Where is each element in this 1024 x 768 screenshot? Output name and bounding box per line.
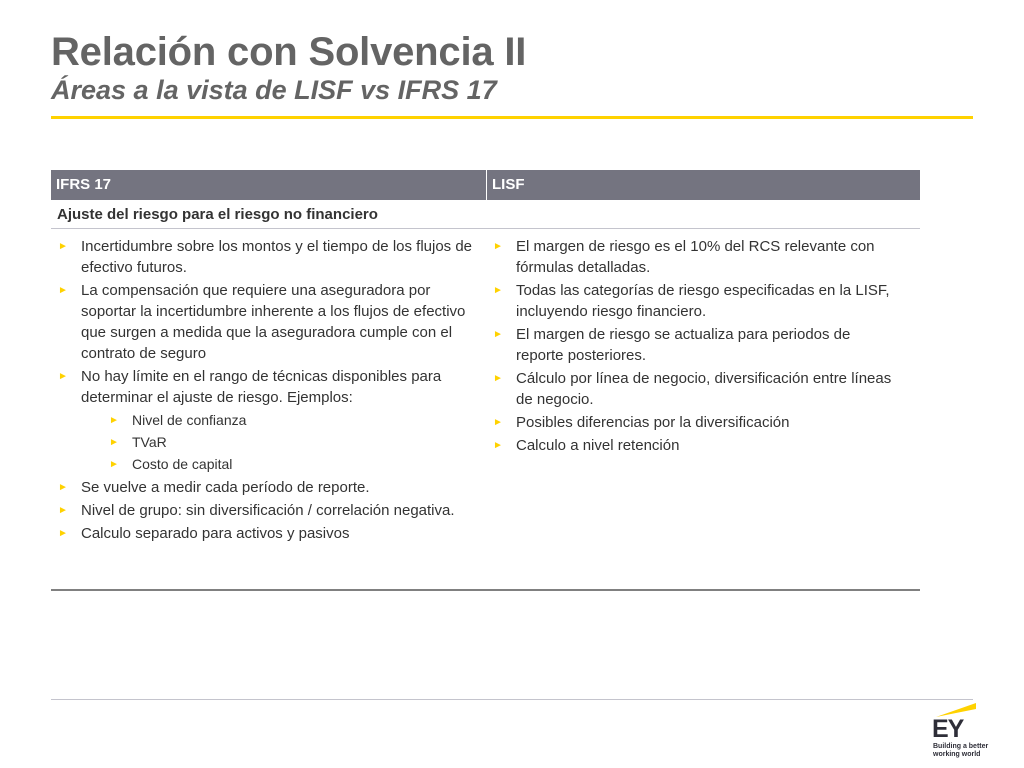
triangle-right-icon: ► bbox=[58, 505, 68, 516]
list-item bbox=[491, 412, 901, 433]
section-heading: Ajuste del riesgo para el riesgo no financiero bbox=[51, 200, 920, 229]
logo-tagline-line-1: Building a better bbox=[933, 743, 989, 750]
examples-list bbox=[81, 410, 481, 475]
triangle-right-icon: ► bbox=[493, 241, 503, 252]
column-header-lisf: LISF bbox=[486, 170, 920, 200]
triangle-right-icon: ► bbox=[58, 241, 68, 252]
list-item-text: El margen de riesgo se actualiza para periodos de reporte posteriores. bbox=[516, 326, 851, 364]
triangle-right-icon: ► bbox=[109, 459, 119, 470]
list-item bbox=[56, 236, 481, 278]
list-item bbox=[491, 324, 901, 366]
logo-mark: EY bbox=[932, 715, 964, 743]
triangle-right-icon: ► bbox=[109, 437, 119, 448]
triangle-right-icon: ► bbox=[493, 329, 503, 340]
lisf-list bbox=[491, 236, 901, 458]
list-item-text: La compensación que requiere una aseguradora por soportar la incertidumbre inherente a los flujos de efectivo que surgen a medida que la aseguradora cumple con el contrato de seguro bbox=[81, 282, 466, 362]
sub-list-item bbox=[81, 432, 481, 453]
logo-tagline-line-2: working world bbox=[933, 751, 981, 758]
triangle-right-icon: ► bbox=[58, 371, 68, 382]
list-item bbox=[56, 523, 481, 544]
list-item-text: Cálculo por línea de negocio, diversificación entre líneas de negocio. bbox=[516, 370, 892, 408]
sub-list-item-text: Nivel de confianza bbox=[132, 412, 247, 428]
list-item-text: Calculo a nivel retención bbox=[516, 437, 680, 454]
logo-tagline bbox=[933, 743, 988, 759]
list-item bbox=[491, 280, 901, 322]
list-item-text: Nivel de grupo: sin diversificación / correlación negativa. bbox=[81, 502, 455, 519]
list-item-text: Posibles diferencias por la diversificación bbox=[516, 414, 790, 431]
triangle-right-icon: ► bbox=[493, 417, 503, 428]
ifrs17-list bbox=[56, 236, 481, 546]
sub-list-item-text: Costo de capital bbox=[132, 456, 233, 472]
list-item bbox=[491, 368, 901, 410]
footer-divider bbox=[51, 699, 973, 700]
triangle-right-icon: ► bbox=[58, 285, 68, 296]
ey-logo bbox=[932, 703, 992, 763]
triangle-right-icon: ► bbox=[58, 482, 68, 493]
list-item-text: Incertidumbre sobre los montos y el tiempo de los flujos de efectivo futuros. bbox=[81, 238, 473, 276]
list-item bbox=[56, 366, 481, 475]
table-header bbox=[51, 170, 920, 200]
list-item bbox=[491, 236, 901, 278]
sub-list-item bbox=[81, 454, 481, 475]
triangle-right-icon: ► bbox=[109, 415, 119, 426]
sub-list-item-text: TVaR bbox=[132, 434, 167, 450]
list-item-text: Se vuelve a medir cada período de reporte. bbox=[81, 479, 370, 496]
list-item-text: No hay límite en el rango de técnicas disponibles para determinar el ajuste de riesgo. Ejemplos: bbox=[81, 368, 442, 406]
list-item-text: Todas las categorías de riesgo especificadas en la LISF, incluyendo riesgo financiero. bbox=[516, 282, 890, 320]
list-item-text: El margen de riesgo es el 10% del RCS relevante con fórmulas detalladas. bbox=[516, 238, 875, 276]
list-item bbox=[56, 477, 481, 498]
sub-list-item bbox=[81, 410, 481, 431]
list-item-text: Calculo separado para activos y pasivos bbox=[81, 525, 350, 542]
table-bottom-border bbox=[51, 589, 920, 591]
list-item bbox=[56, 500, 481, 521]
page-subtitle: Áreas a la vista de LISF vs IFRS 17 bbox=[51, 75, 497, 105]
triangle-right-icon: ► bbox=[58, 528, 68, 539]
column-header-ifrs17: IFRS 17 bbox=[56, 176, 112, 193]
page-title: Relación con Solvencia II bbox=[51, 30, 527, 74]
triangle-right-icon: ► bbox=[493, 440, 503, 451]
title-divider bbox=[51, 116, 973, 119]
list-item bbox=[491, 435, 901, 456]
list-item bbox=[56, 280, 481, 364]
triangle-right-icon: ► bbox=[493, 285, 503, 296]
triangle-right-icon: ► bbox=[493, 373, 503, 384]
